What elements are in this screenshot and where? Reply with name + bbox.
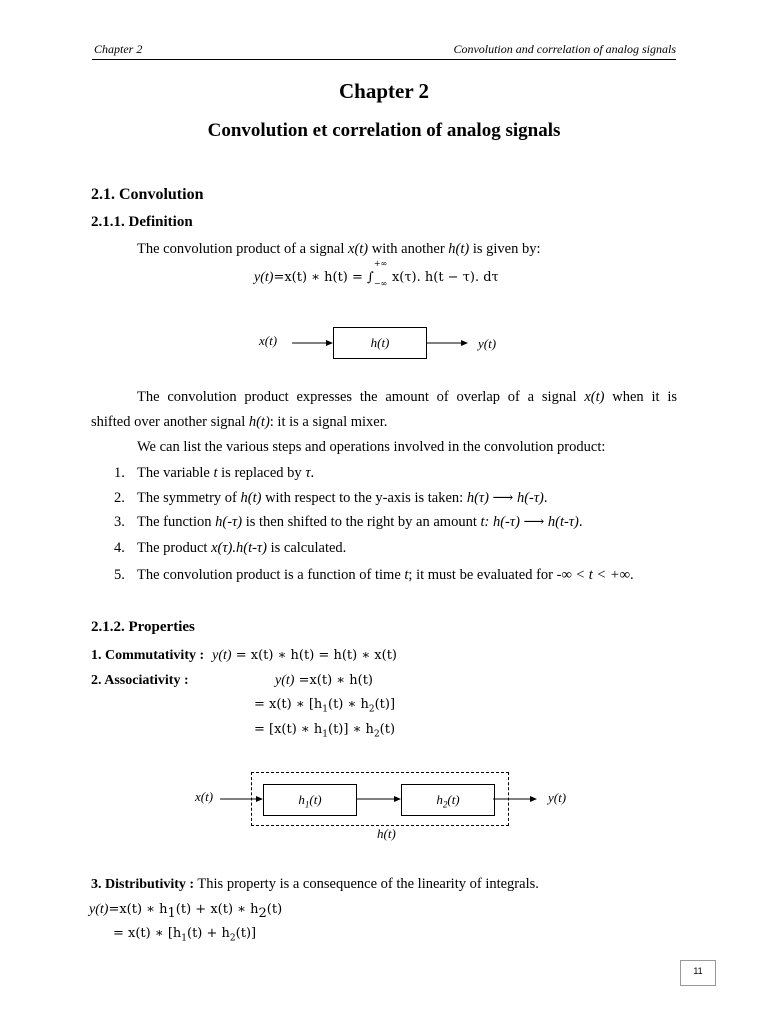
equivalent-system-label: h(t) <box>377 826 396 841</box>
associativity-eq3: = [x(t) ∗ $h_1(t)$] ∗ $h_2(t)$ <box>254 722 396 740</box>
associativity-eq1: y(t) =x(t) ∗ h(t) <box>275 673 374 688</box>
header-chapter: Chapter 2 <box>94 42 143 56</box>
list-item: 5. The convolution product is a function of time t; it must be evaluated for -∞ < t < +∞. <box>114 567 634 583</box>
cascade-input-label: x(t) <box>195 789 214 804</box>
distributivity-eq1: y(t)=x(t) ∗ $h_1(t) + x(t)$ ∗ $h_2(t)$ <box>89 902 283 922</box>
list-item: 3. The function h(-τ) is then shifted to the right by an amount t: h(-τ) ⟶ h(t-τ). <box>114 514 583 530</box>
section-2-1-1-heading: 2.1.1. Definition <box>91 214 193 230</box>
header-title: Convolution and correlation of analog signals <box>453 42 676 56</box>
block-h2 <box>401 784 495 816</box>
section-2-1-2-heading: 2.1.2. Properties <box>91 619 195 635</box>
list-item: 4. The product x(τ).h(t-τ) is calculated. <box>114 540 347 556</box>
steps-intro: We can list the various steps and operations involved in the convolution product: <box>137 439 606 455</box>
chapter-subtitle: Convolution et correlation of analog signals <box>207 120 561 141</box>
cascade-output-label: y(t) <box>548 790 567 805</box>
distributivity-eq2: = x(t) ∗ $[h_1(t) + h_2(t)]$ <box>113 926 257 944</box>
overlap-paragraph-line2: shifted over another signal h(t): it is a signal mixer. <box>91 414 388 430</box>
block-h2-label: $h_2(t)$ <box>436 792 460 810</box>
overlap-paragraph-line1: The convolution product expresses the amount of overlap of a signal x(t) when it is <box>137 389 677 405</box>
page-number: 11 <box>680 960 716 986</box>
list-item: 2. The symmetry of h(t) with respect to the y-axis is taken: h(τ) ⟶ h(-τ). <box>114 490 548 506</box>
block-h1-label: $h_1(t)$ <box>298 792 322 810</box>
block-h1 <box>263 784 357 816</box>
definition-text: The convolution product of a signal x(t) with another h(t) is given by: <box>137 241 541 257</box>
distributivity-property: 3. Distributivity : This property is a consequence of the linearity of integrals. <box>91 876 539 892</box>
list-item: 1. The variable t is replaced by τ. <box>114 465 315 481</box>
commutativity-property: 1. Commutativity : y(t) = x(t) ∗ h(t) = h(t) ∗ x(t) <box>91 648 397 663</box>
chapter-title: Chapter 2 <box>338 79 430 103</box>
associativity-eq2: = x(t) ∗ [$h_1(t)$ ∗ $h_2(t)$] <box>254 697 396 715</box>
system-block-label: h(t) <box>370 335 390 350</box>
section-2-1-heading: 2.1. Convolution <box>91 186 204 203</box>
associativity-label: 2. Associativity : <box>91 673 189 688</box>
diagram-input-label: x(t) <box>259 333 278 348</box>
convolution-equation: y(t)=x(t) ∗ h(t) = ∫ +∞ −∞ x(τ). h(t − τ). dτ <box>254 259 499 288</box>
diagram-output-label: y(t) <box>478 336 497 351</box>
